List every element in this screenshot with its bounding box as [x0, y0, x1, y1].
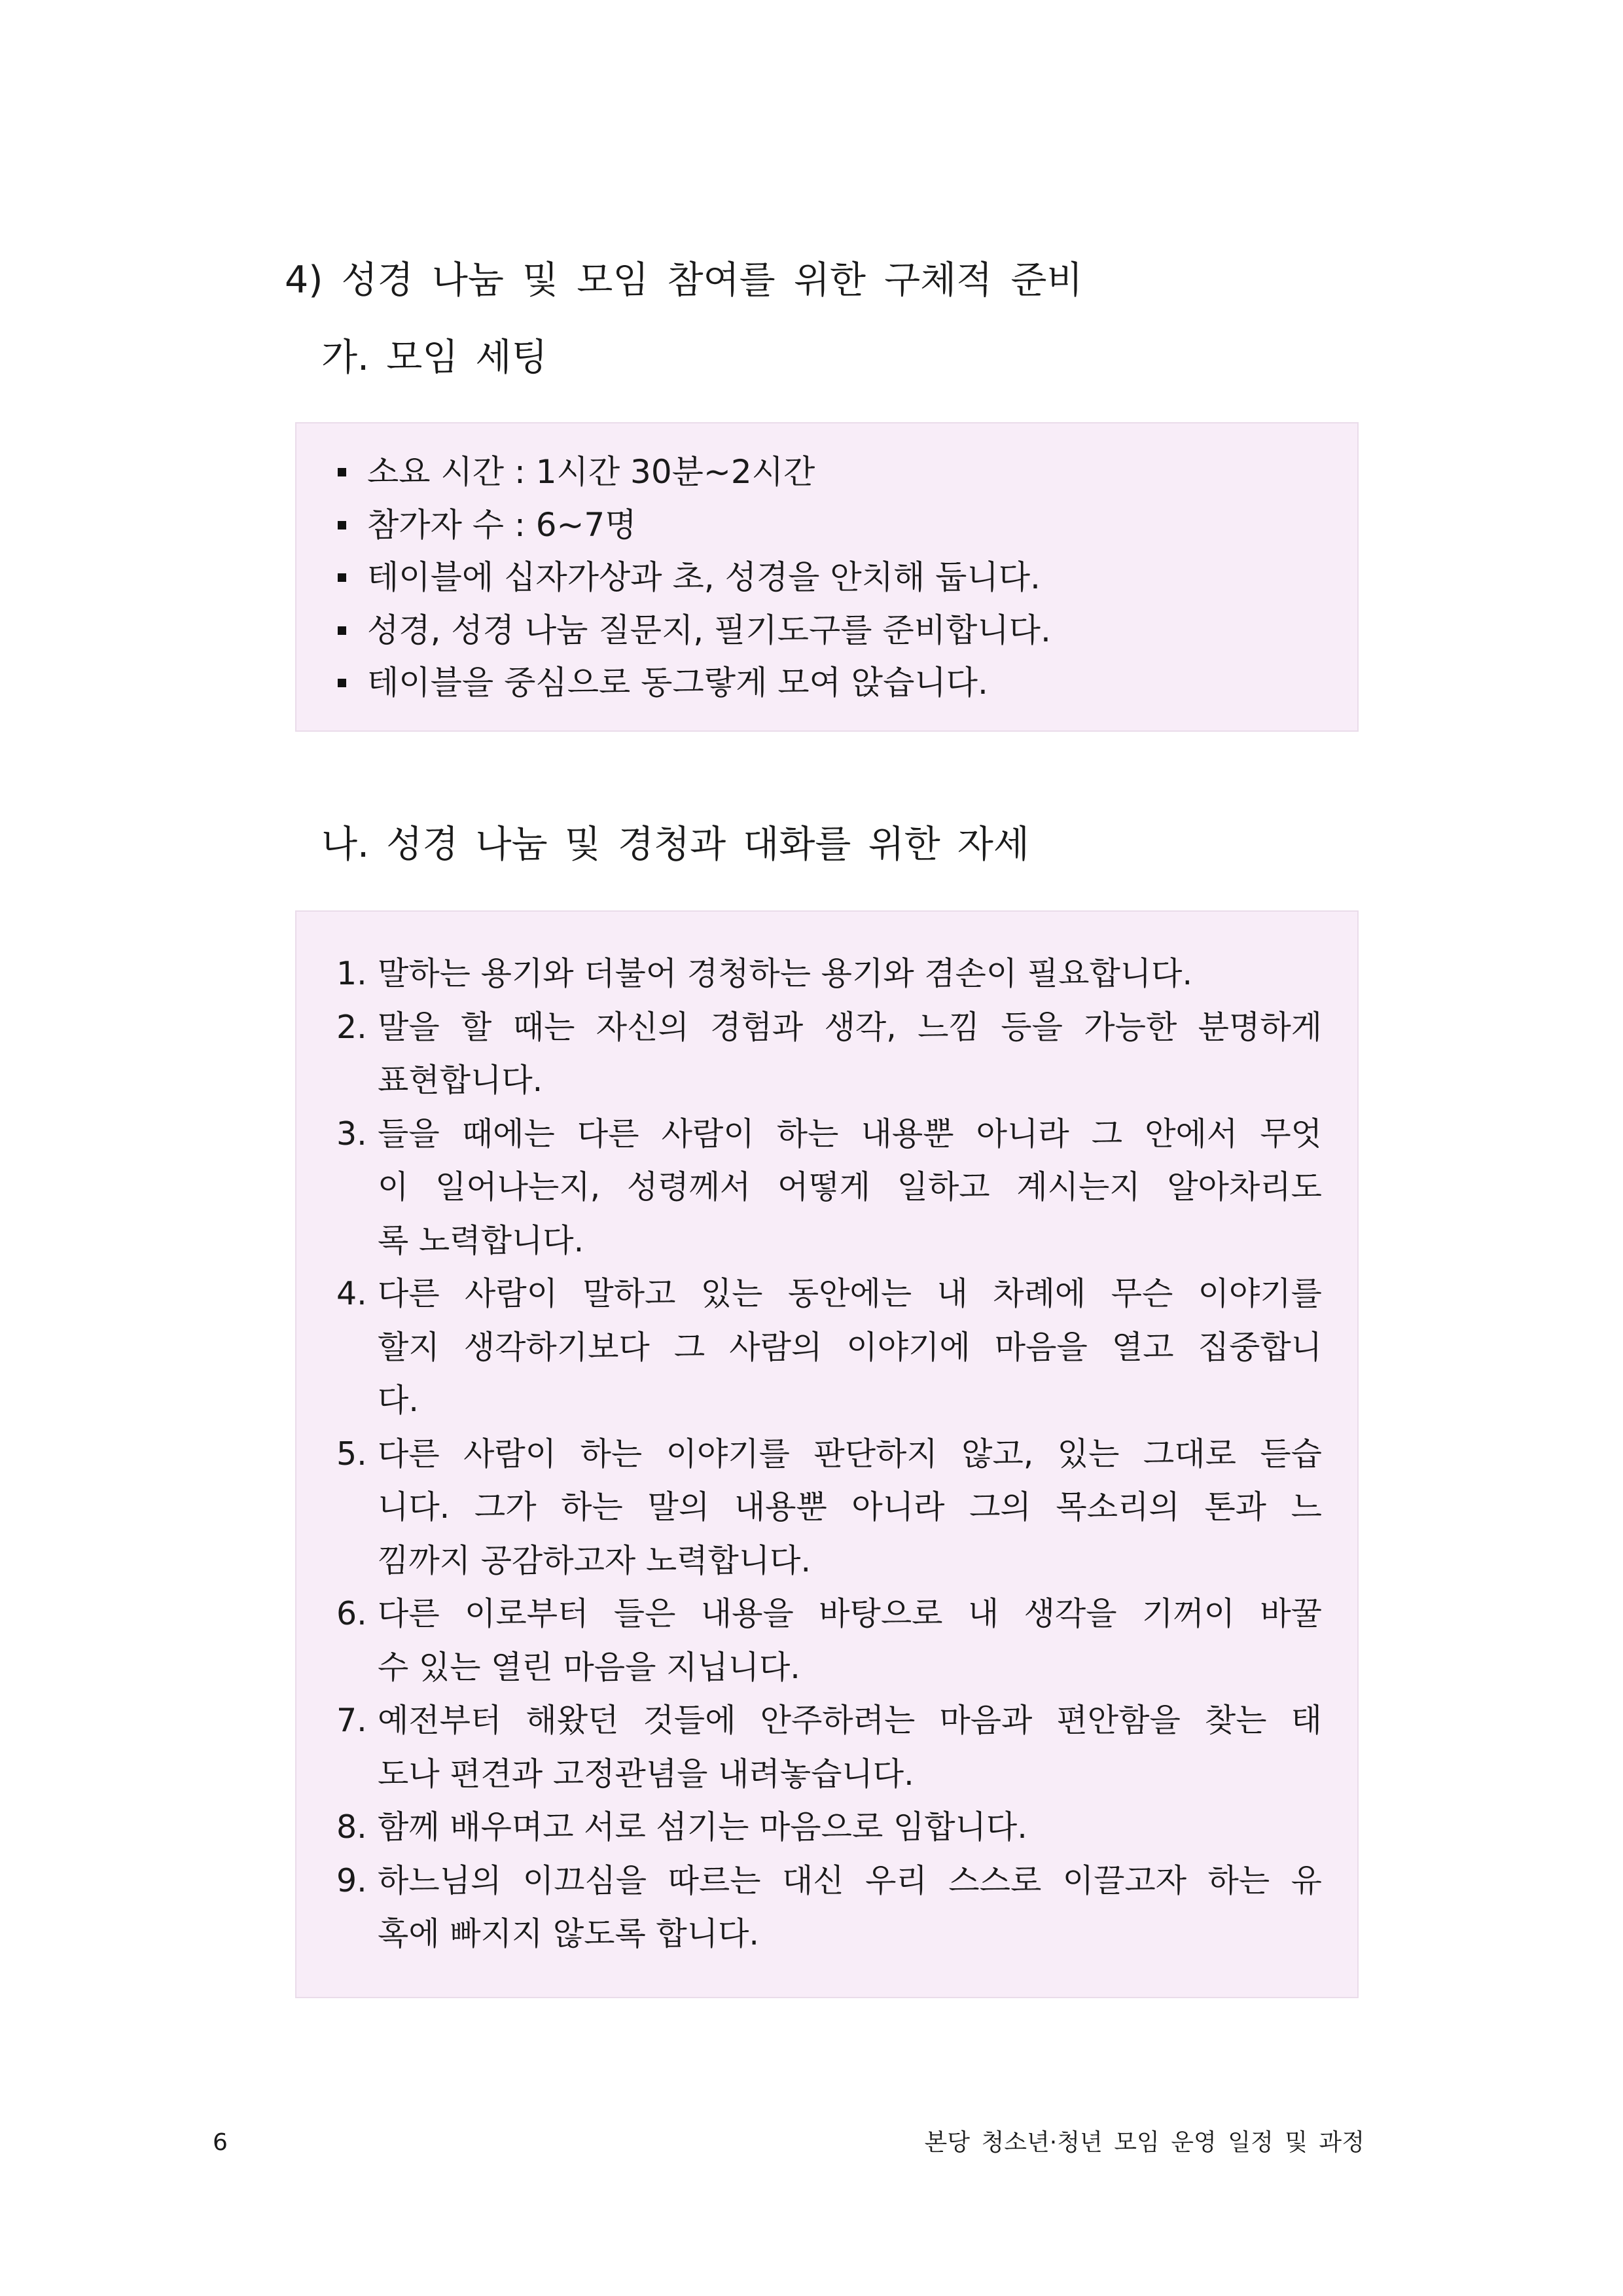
- guideline-text-line: 말하는 용기와 더불어 경청하는 용기와 겸손이 필요합니다.: [378, 955, 1193, 992]
- setting-heading: 가. 모임 세팅: [321, 336, 548, 379]
- guideline-text-line: 하느님의 이끄심을 따르는 대신 우리 스스로 이끌고자 하는 유: [378, 1861, 1322, 1899]
- guideline-text-line: 말을 할 때는 자신의 경험과 생각, 느낌 등을 가능한 분명하게: [378, 1008, 1322, 1046]
- setting-item-text: 소요 시간 : 1시간 30분~2시간: [367, 453, 815, 491]
- guideline-item: [296, 1267, 1357, 1427]
- guideline-text-line: 니다. 그가 하는 말의 내용뿐 아니라 그의 목소리의 톤과 느: [378, 1488, 1322, 1526]
- guideline-text-line: 도나 편견과 고정관념을 내려놓습니다.: [378, 1755, 914, 1793]
- guideline-text-line: 다.: [378, 1382, 419, 1419]
- guideline-text: [378, 1694, 1322, 1801]
- guideline-text-line: 표현합니다.: [378, 1062, 543, 1099]
- setting-item: [296, 656, 1357, 709]
- guideline-number: 3.: [336, 1115, 367, 1153]
- page-number: 6: [213, 2129, 228, 2156]
- guideline-item: [296, 1694, 1357, 1801]
- guideline-item: [296, 1854, 1357, 1961]
- guideline-text: [378, 1801, 1322, 1854]
- bullet-icon: [338, 573, 346, 582]
- guideline-text-line: 혹에 빠지지 않도록 합니다.: [378, 1915, 759, 1952]
- setting-item: [296, 499, 1357, 552]
- guideline-item: [296, 1427, 1357, 1588]
- guideline-text-line: 들을 때에는 다른 사람이 하는 내용뿐 아니라 그 안에서 무엇: [378, 1115, 1322, 1153]
- guideline-text: [378, 1587, 1322, 1694]
- guideline-text: [378, 1267, 1322, 1427]
- guideline-number: 6.: [336, 1595, 367, 1632]
- attitude-box: [295, 910, 1359, 1998]
- bullet-icon: [338, 626, 346, 635]
- guideline-number: 8.: [336, 1808, 367, 1846]
- guideline-item: [296, 1107, 1357, 1268]
- guideline-number: 2.: [336, 1008, 367, 1046]
- setting-item-text: 테이블에 십자가상과 초, 성경을 안치해 둡니다.: [367, 558, 1041, 597]
- guideline-text-line: 예전부터 해왔던 것들에 안주하려는 마음과 편안함을 찾는 태: [378, 1702, 1322, 1739]
- guideline-text: [378, 1107, 1322, 1268]
- setting-item: [296, 446, 1357, 499]
- guideline-number: 7.: [336, 1702, 367, 1739]
- guideline-text-line: 함께 배우며고 서로 섬기는 마음으로 임합니다.: [378, 1808, 1027, 1846]
- footer-title: 본당 청소년·청년 모임 운영 일정 및 과정: [924, 2129, 1364, 2156]
- setting-item: [296, 604, 1357, 657]
- guideline-item: [296, 947, 1357, 1001]
- setting-item-text: 참가자 수 : 6~7명: [367, 505, 637, 544]
- guideline-text-line: 다른 이로부터 들은 내용을 바탕으로 내 생각을 기꺼이 바꿀: [378, 1595, 1322, 1632]
- guideline-item: [296, 1001, 1357, 1107]
- bullet-icon: [338, 679, 346, 687]
- guideline-number: 1.: [336, 955, 367, 992]
- guideline-number: 4.: [336, 1275, 367, 1312]
- guideline-text-line: 다른 사람이 말하고 있는 동안에는 내 차례에 무슨 이야기를: [378, 1275, 1322, 1312]
- bullet-icon: [338, 468, 346, 476]
- guideline-text-line: 이 일어나는지, 성령께서 어떻게 일하고 계시는지 알아차리도: [378, 1168, 1322, 1206]
- guideline-item: [296, 1587, 1357, 1694]
- setting-item: [296, 551, 1357, 604]
- section-heading: 4) 성경 나눔 및 모임 참여를 위한 구체적 준비: [285, 259, 1083, 302]
- bullet-icon: [338, 521, 346, 529]
- guideline-text-line: 다른 사람이 하는 이야기를 판단하지 않고, 있는 그대로 듣습: [378, 1435, 1322, 1473]
- guideline-text-line: 할지 생각하기보다 그 사람의 이야기에 마음을 열고 집중합니: [378, 1328, 1322, 1366]
- guideline-text: [378, 1001, 1322, 1107]
- guideline-text-line: 록 노력합니다.: [378, 1221, 584, 1259]
- guideline-text-line: 낌까지 공감하고자 노력합니다.: [378, 1541, 812, 1579]
- guideline-number: 5.: [336, 1435, 367, 1473]
- guideline-text: [378, 1854, 1322, 1961]
- setting-item-text: 테이블을 중심으로 동그랗게 모여 앉습니다.: [367, 664, 988, 702]
- guideline-number: 9.: [336, 1861, 367, 1899]
- guideline-text: [378, 947, 1322, 1001]
- attitude-heading: 나. 성경 나눔 및 경청과 대화를 위한 자세: [321, 823, 1029, 866]
- guideline-text: [378, 1427, 1322, 1588]
- setting-item-text: 성경, 성경 나눔 질문지, 필기도구를 준비합니다.: [367, 611, 1051, 649]
- guideline-text-line: 수 있는 열린 마음을 지닙니다.: [378, 1648, 800, 1686]
- setting-box: [295, 422, 1359, 732]
- guideline-item: [296, 1801, 1357, 1854]
